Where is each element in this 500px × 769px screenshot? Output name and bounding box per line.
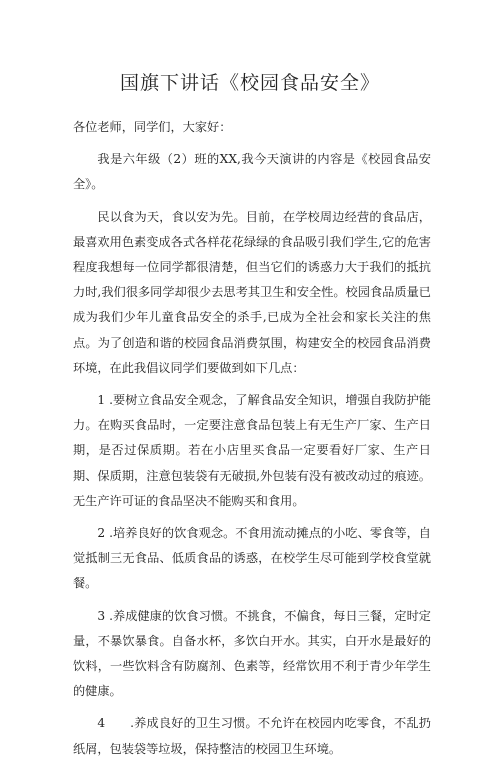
- document-body: [73, 115, 431, 769]
- document-title: 国旗下讲话《校园食品安全》: [119, 72, 380, 94]
- point-1-paragraph: 1 .要树立食品安全观念，了解食品安全知识，增强自我防护能力。在购买食品时，一定要注意食品包装上有无生产厂家、生产日期，是否过保质期。若在小店里买食品一定要看好厂家、生产日期、保质期，注意包装袋有无破损,外包装有没有被改动过的痕迹。无生产许可证的食品坚决不能购买和食用。: [73, 393, 431, 508]
- point-3-paragraph: 3 .养成健康的饮食习惯。不挑食，不偏食，每日三餐，定时定量，不暴饮暴食。自备水杯，多饮白开水。其实，白开水是最好的饮料，一些饮料含有防腐剂、色素等，经常饮用不利于青少年学生的健康。: [73, 608, 431, 699]
- intro-paragraph: 我是六年级（2）班的XX,我今天演讲的内容是《校园食品安全》。: [73, 152, 431, 192]
- point-2-paragraph: 2 .培养良好的饮食观念。不食用流动摊点的小吃、零食等，自觉抵制三无食品、低质食品的诱惑，在校学生尽可能到学校食堂就餐。: [73, 526, 431, 591]
- greeting-paragraph: 各位老师，同学们，大家好：: [73, 120, 232, 134]
- point-4-paragraph: 4 .养成良好的卫生习惯。不允许在校园内吃零食，不乱扔纸屑，包装袋等垃圾，保持整洁的校园卫生环境。: [73, 716, 431, 756]
- body-paragraph: 民以食为天，食以安为先。目前，在学校周边经营的食品店，最喜欢用色素变成各式各样花花绿绿的食品吸引我们学生,它的危害程度我想每一位同学都很清楚，但当它们的诱惑力大于我们的抵抗力时,我们很多同学却很少去思考其卫生和安全性。校园食品质量已成为我们少年儿童食品安全的杀手,已成为全社会和家长关注的焦点。为了创造和谐的校园食品消费氛围，构建安全的校园食品消费环境，在此我倡议同学们要做到如下几点：: [73, 209, 431, 375]
